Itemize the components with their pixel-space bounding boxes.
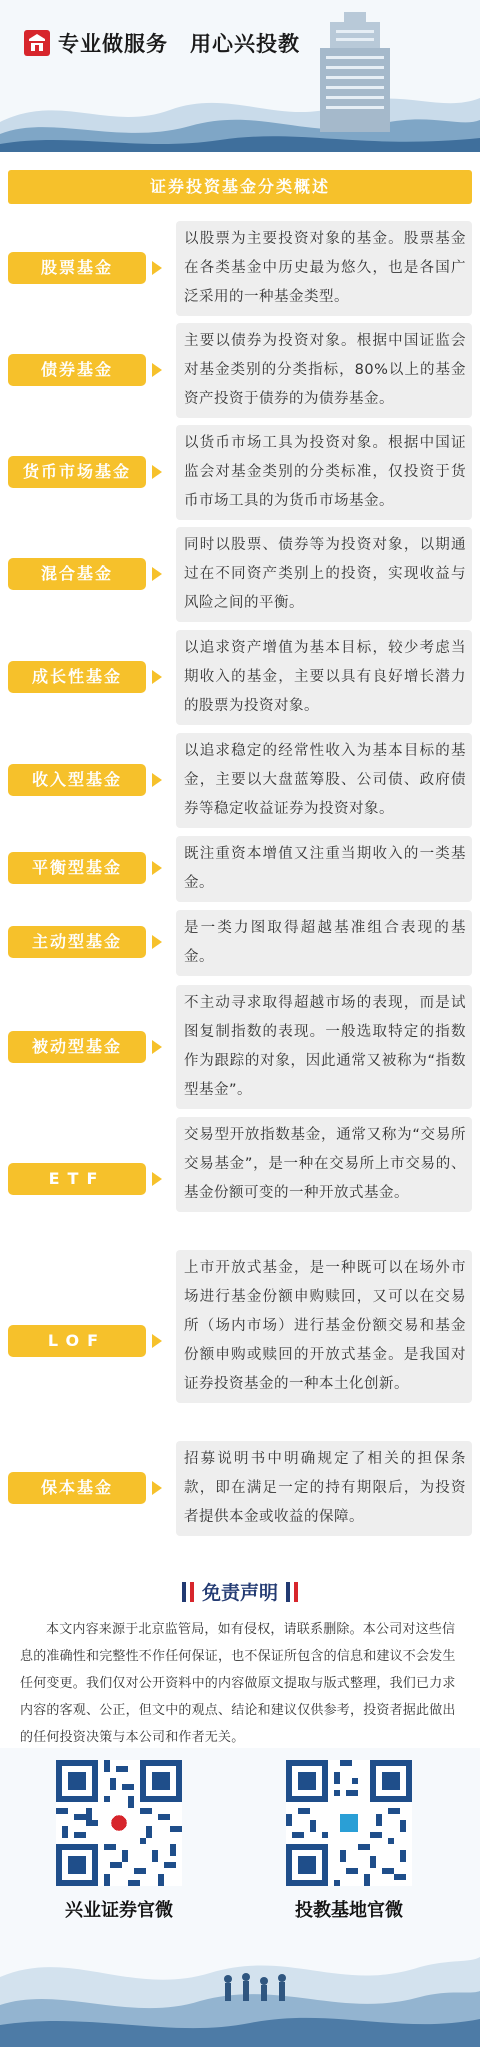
fund-description: 上市开放式基金，是一种既可以在场外市场进行基金份额申购赎回，又可以在交易所（场内市场）进行基金份额交易和基金份额申购或赎回的开放式基金。是我国对证券投资基金的一种本土化创新。 <box>176 1250 472 1403</box>
fund-description: 既注重资本增值又注重当期收入的一类基金。 <box>176 836 472 902</box>
fund-label: 主动型基金 <box>8 926 146 958</box>
arrow-right-icon <box>152 363 162 377</box>
title-bar-decoration <box>182 1582 186 1602</box>
fund-label: 股票基金 <box>8 252 146 284</box>
fund-label: 保本基金 <box>8 1472 146 1504</box>
disclaimer-title-text: 免责声明 <box>201 1582 278 1604</box>
ink-wave-decoration <box>0 1927 480 2047</box>
fund-label: 平衡型基金 <box>8 852 146 884</box>
fund-description: 交易型开放指数基金，通常又称为“交易所交易基金”，是一种在交易所上市交易的、基金份额可变的一种开放式基金。 <box>176 1117 472 1212</box>
qr-caption-left: 兴业证券官微 <box>65 1900 173 1921</box>
title-bar-decoration <box>286 1582 290 1602</box>
fund-description: 同时以股票、债券等为投资对象，以期通过在不同资产类别上的投资，实现收益与风险之间的平衡。 <box>176 527 472 622</box>
page-title: 证券投资基金分类概述 <box>8 170 472 204</box>
building-icon <box>300 8 410 138</box>
fund-label: 成长性基金 <box>8 661 146 693</box>
footer <box>0 1748 480 2047</box>
disclaimer-text: 本文内容来源于北京监管局，如有侵权，请联系删除。本公司对这些信息的准确性和完整性不作任何保证，也不保证所包含的信息和建议不会发生任何变更。我们仅对公开资料中的内容做原文提取与版式整理，我们已力求内容的客观、公正，但文中的观点、结论和建议仅供参考，投资者据此做出的任何投资决策与本公司和作者无关。 <box>20 1622 456 1745</box>
arrow-right-icon <box>152 1040 162 1054</box>
arrow-right-icon <box>152 1172 162 1186</box>
arrow-right-icon <box>152 1481 162 1495</box>
qr-code-xyzq[interactable] <box>56 1760 182 1886</box>
fund-description: 主要以债券为投资对象。根据中国证监会对基金类别的分类指标，80%以上的基金资产投资于债券的为债券基金。 <box>176 323 472 418</box>
brand-logo-icon <box>24 30 50 56</box>
fund-description: 是一类力图取得超越基准组合表现的基金。 <box>176 910 472 976</box>
fund-label: 混合基金 <box>8 558 146 590</box>
qr-caption-right: 投教基地官微 <box>295 1900 403 1921</box>
title-bar-decoration <box>294 1582 298 1602</box>
fund-label: 货币市场基金 <box>8 456 146 488</box>
fund-description: 以追求资产增值为基本目标，较少考虑当期收入的基金，主要以具有良好增长潜力的股票为投资对象。 <box>176 630 472 725</box>
arrow-right-icon <box>152 861 162 875</box>
header-banner <box>0 0 480 152</box>
qr-code-tjjd[interactable] <box>286 1760 412 1886</box>
fund-description: 以追求稳定的经常性收入为基本目标的基金，主要以大盘蓝筹股、公司债、政府债券等稳定收益证券为投资对象。 <box>176 733 472 828</box>
arrow-right-icon <box>152 935 162 949</box>
fund-label: 被动型基金 <box>8 1031 146 1063</box>
arrow-right-icon <box>152 261 162 275</box>
fund-description: 以股票为主要投资对象的基金。股票基金在各类基金中历史最为悠久，也是各国广泛采用的一种基金类型。 <box>176 221 472 316</box>
fund-label: LOF <box>8 1325 146 1357</box>
disclaimer-title <box>0 1578 480 1605</box>
arrow-right-icon <box>152 1334 162 1348</box>
fund-description: 以货币市场工具为投资对象。根据中国证监会对基金类别的分类标准，仅投资于货币市场工具的为货币市场基金。 <box>176 425 472 520</box>
title-bar-decoration <box>190 1582 194 1602</box>
arrow-right-icon <box>152 567 162 581</box>
arrow-right-icon <box>152 670 162 684</box>
fund-description: 不主动寻求取得超越市场的表现，而是试图复制指数的表现。一般选取特定的指数作为跟踪的对象，因此通常又被称为“指数型基金”。 <box>176 985 472 1109</box>
fund-description: 招募说明书中明确规定了相关的担保条款，即在满足一定的持有期限后，为投资者提供本金或收益的保障。 <box>176 1441 472 1536</box>
fund-label: ETF <box>8 1163 146 1195</box>
arrow-right-icon <box>152 773 162 787</box>
fund-label: 债券基金 <box>8 354 146 386</box>
header-slogan: 专业做服务 用心兴投教 <box>58 32 300 56</box>
arrow-right-icon <box>152 465 162 479</box>
fund-label: 收入型基金 <box>8 764 146 796</box>
